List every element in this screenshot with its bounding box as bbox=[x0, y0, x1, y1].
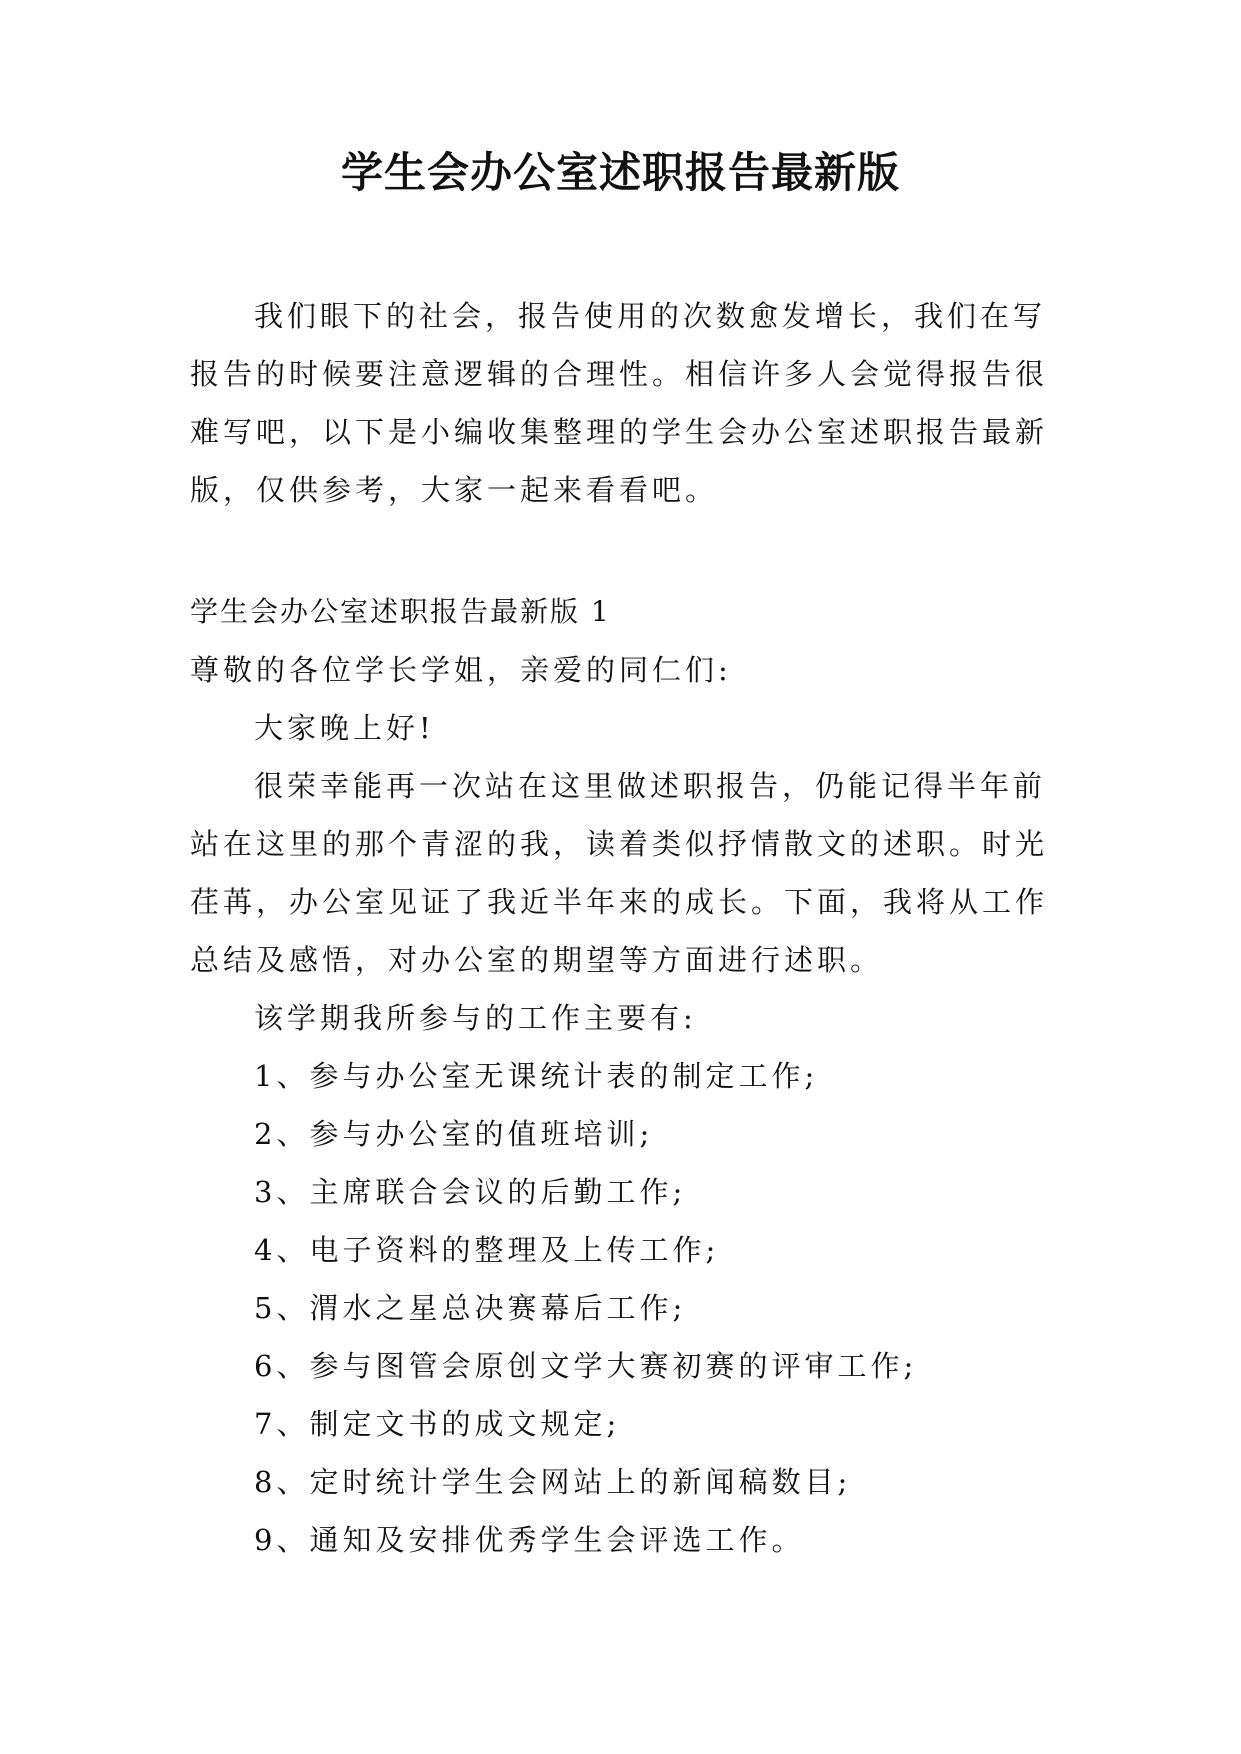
list-item: 8、定时统计学生会网站上的新闻稿数目; bbox=[254, 1465, 852, 1499]
list-item: 3、主席联合会议的后勤工作; bbox=[254, 1175, 687, 1209]
intro-paragraph: 我们眼下的社会，报告使用的次数愈发增长，我们在写报告的时候要注意逻辑的合理性。相信许多人会觉得报告很难写吧，以下是小编收集整理的学生会办公室述职报告最新版，仅供参考，大家一起来看看吧。 bbox=[190, 299, 1049, 507]
list-item: 1、参与办公室无课统计表的制定工作; bbox=[254, 1059, 819, 1093]
document-title: 学生会办公室述职报告最新版 bbox=[340, 148, 900, 197]
list-item: 4、电子资料的整理及上传工作; bbox=[254, 1233, 720, 1267]
list-item: 2、参与办公室的值班培训; bbox=[254, 1117, 654, 1151]
body-paragraph-1: 很荣幸能再一次站在这里做述职报告，仍能记得半年前站在这里的那个青涩的我，读着类似抒情散文的述职。时光荏苒，办公室见证了我近半年来的成长。下面，我将从工作总结及感悟，对办公室的期望等方面进行述职。 bbox=[190, 769, 1049, 977]
section-title: 学生会办公室述职报告最新版 1 bbox=[190, 595, 611, 628]
salutation: 尊敬的各位学长学姐，亲爱的同仁们: bbox=[190, 653, 732, 687]
list-item: 9、通知及安排优秀学生会评选工作。 bbox=[254, 1523, 805, 1557]
list-item: 6、参与图管会原创文学大赛初赛的评审工作; bbox=[254, 1349, 918, 1383]
list-item: 7、制定文书的成文规定; bbox=[254, 1407, 621, 1441]
greeting: 大家晚上好! bbox=[254, 711, 435, 745]
list-item: 5、渭水之星总决赛幕后工作; bbox=[254, 1291, 687, 1325]
report-body bbox=[190, 641, 1054, 1569]
body-paragraph-2: 该学期我所参与的工作主要有: bbox=[254, 1001, 697, 1035]
